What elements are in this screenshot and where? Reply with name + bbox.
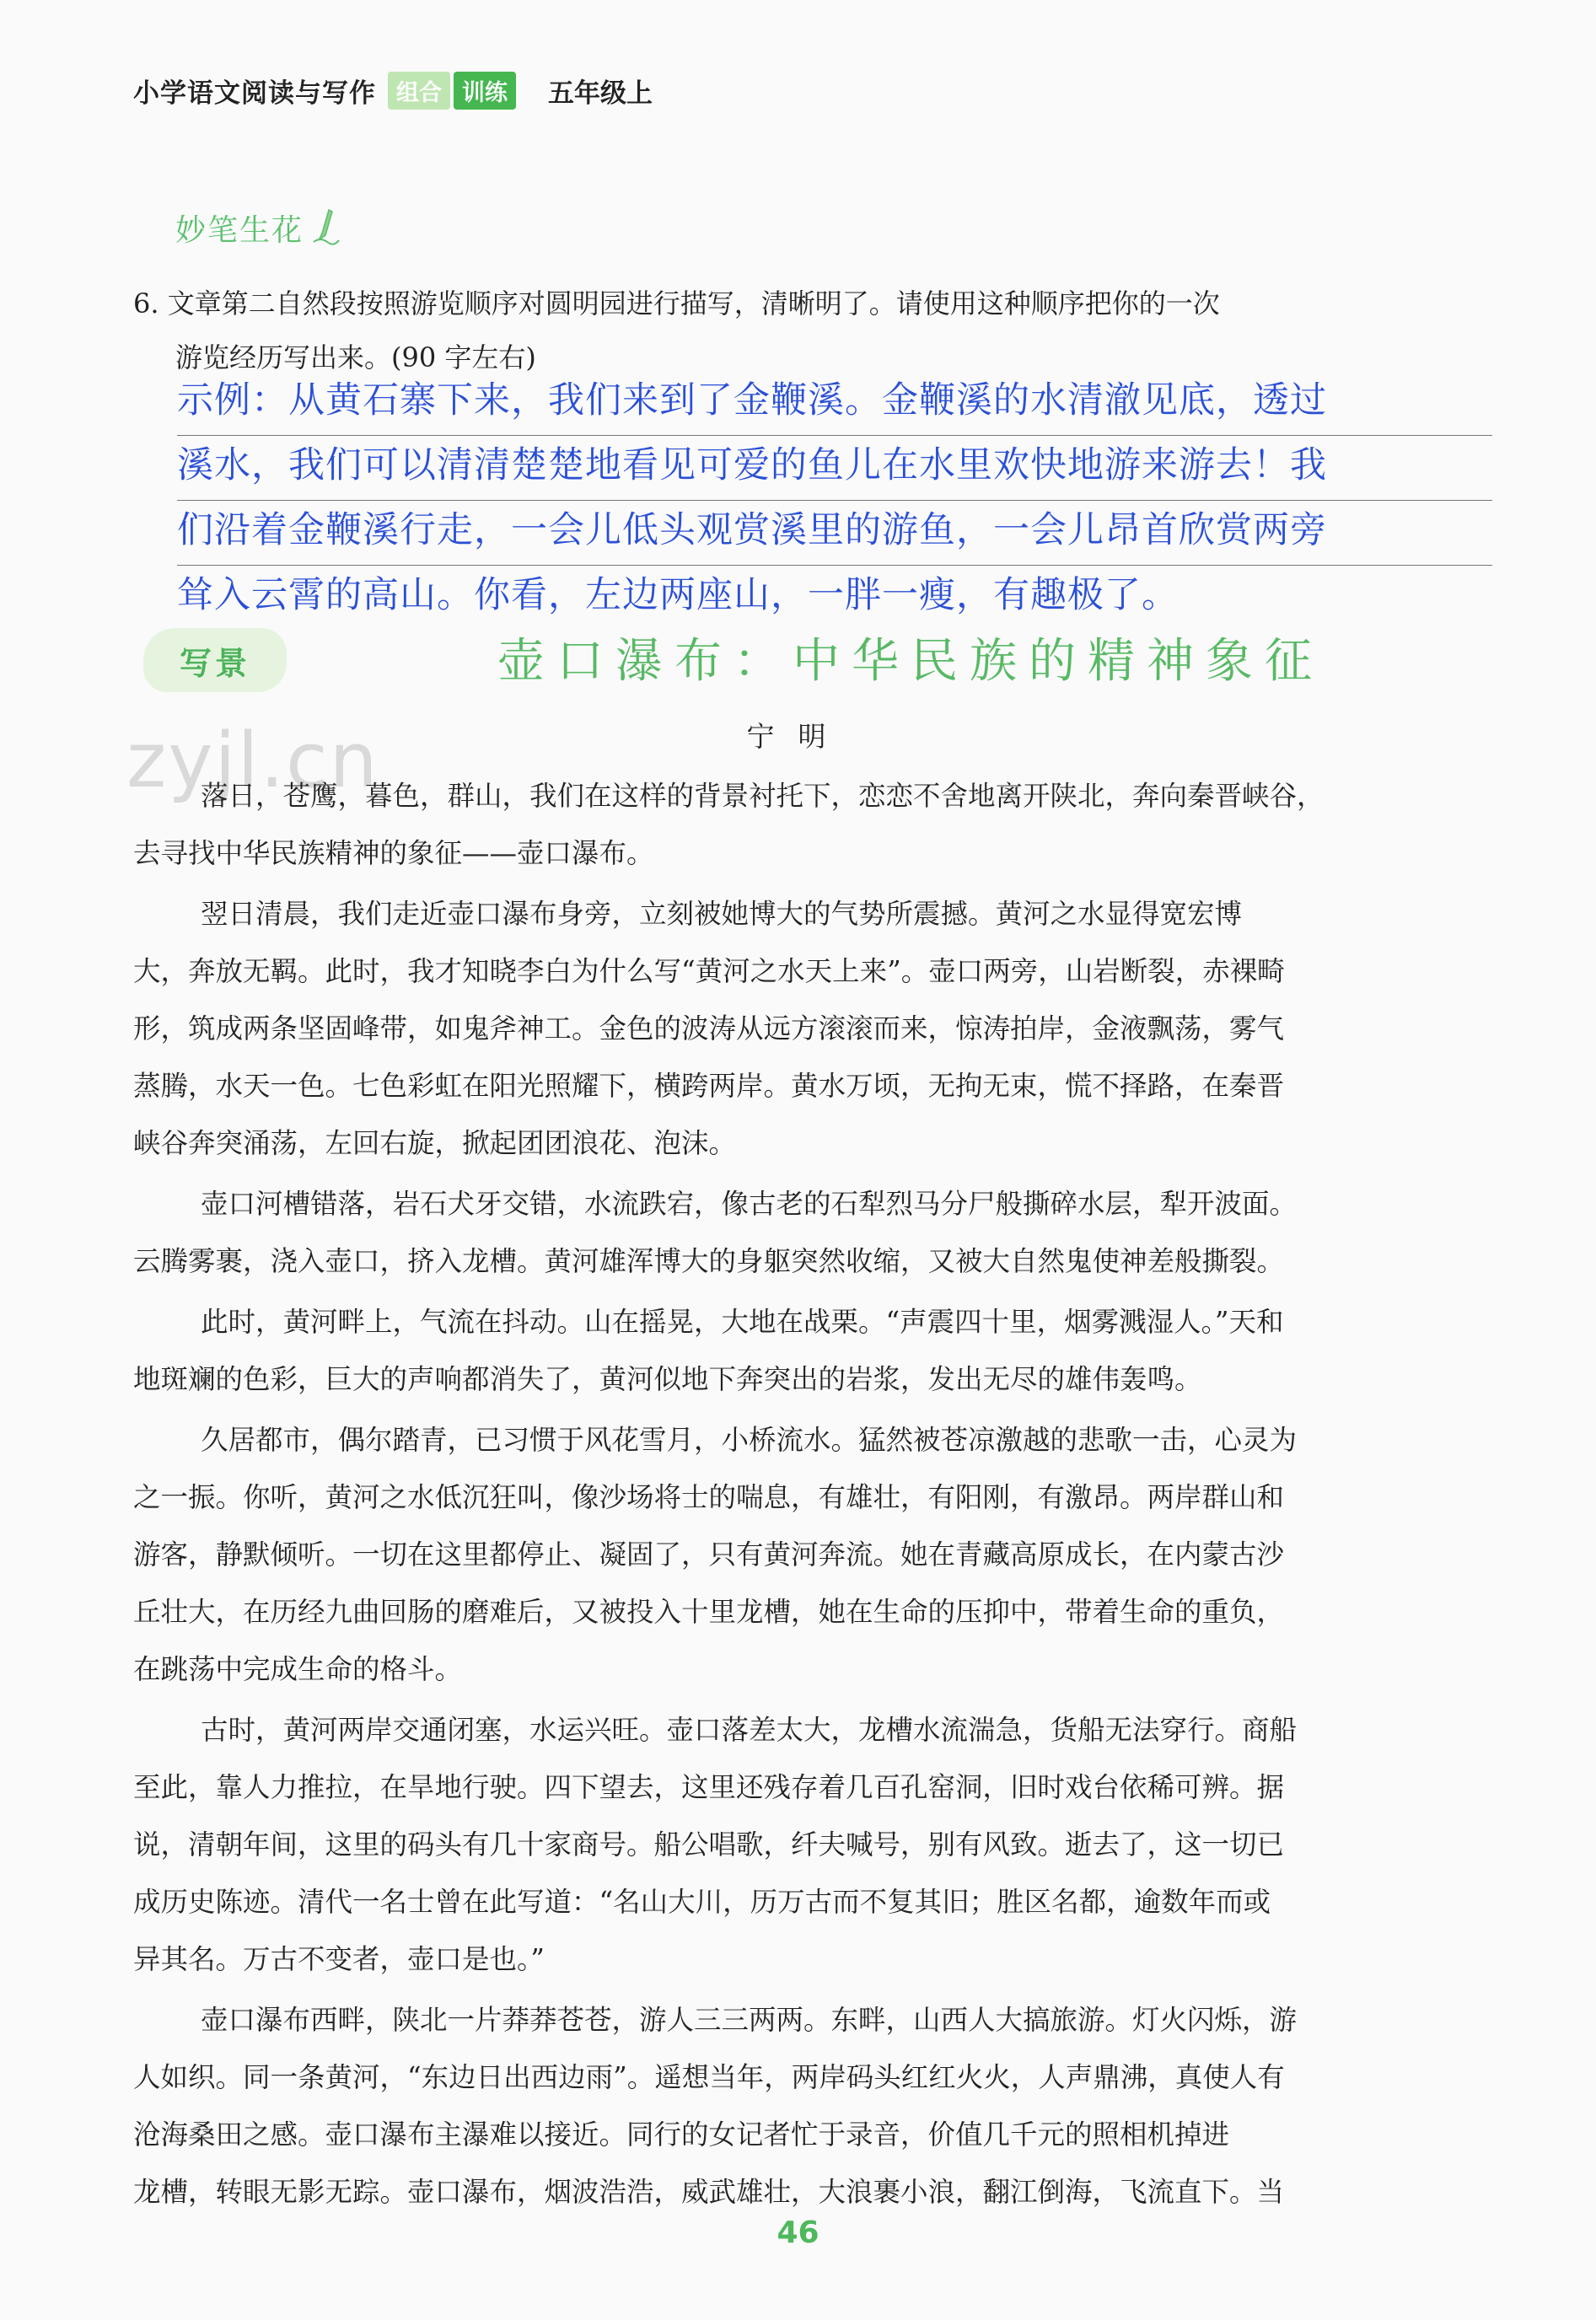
text-line: 古时，黄河两岸交通闭塞，水运兴旺。壶口落差太大，龙槽水流湍急，货船无法穿行。商船 bbox=[201, 1714, 1298, 1746]
section-xiejing-label: 写景 bbox=[179, 644, 250, 682]
text-line: 地斑斓的色彩，巨大的声响都消失了，黄河似地下奔突出的岩浆，发出无尽的雄伟轰鸣。 bbox=[133, 1363, 1202, 1395]
text-line: 大，奔放无羁。此时，我才知晓李白为什么写“黄河之水天上来”。壶口两旁，山岩断裂，赤裸畸 bbox=[133, 955, 1285, 987]
text-line: 壶口瀑布西畔，陕北一片莽莽苍苍，游人三三两两。东畔，山西人大搞旅游。灯火闪烁，游 bbox=[201, 2004, 1298, 2036]
answer-line: 示例：从黄石寨下来，我们来到了金鞭溪。金鞭溪的水清澈见底，透过 bbox=[177, 371, 1492, 436]
badge-training: 训练 bbox=[454, 72, 516, 110]
paragraph bbox=[133, 767, 1482, 882]
article-author: 宁明 bbox=[746, 720, 850, 753]
text-line: 去寻找中华民族精神的象征——壶口瀑布。 bbox=[133, 837, 654, 869]
text-line: 此时，黄河畔上，气流在抖动。山在摇晃，大地在战栗。“声震四十里，烟雾溅湿人。”天和 bbox=[201, 1306, 1284, 1338]
article-body bbox=[133, 767, 1482, 2224]
paragraph bbox=[133, 1293, 1482, 1408]
section-xiejing-tag bbox=[143, 628, 287, 692]
section-label: 妙笔生花 bbox=[175, 213, 304, 248]
text-line: 蒸腾，水天一色。七色彩虹在阳光照耀下，横跨两岸。黄水万顷，无拘无束，慌不择路，在秦晋 bbox=[133, 1070, 1285, 1102]
grade-label: 五年级上 bbox=[548, 78, 653, 109]
book-title: 小学语文阅读与写作 bbox=[133, 78, 376, 109]
watermark: zyjl.cn bbox=[126, 717, 379, 805]
answer-line: 耸入云霄的高山。你看，左边两座山，一胖一瘦，有趣极了。 bbox=[177, 574, 1179, 616]
article-title: 壶口瀑布：中华民族的精神象征 bbox=[497, 634, 1324, 689]
text-line: 峡谷奔突涌荡，左回右旋，掀起团团浪花、泡沫。 bbox=[133, 1127, 737, 1159]
text-line: 异其名。万古不变者，壶口是也。” bbox=[133, 1943, 545, 1975]
question-6 bbox=[133, 277, 1482, 384]
text-line: 游客，静默倾听。一切在这里都停止、凝固了，只有黄河奔流。她在青藏高原成长，在内蒙古沙 bbox=[133, 1539, 1285, 1571]
text-line: 久居都市，偶尔踏青，已习惯于风花雪月，小桥流水。猛然被苍凉激越的悲歌一击，心灵为 bbox=[201, 1424, 1298, 1456]
page-header bbox=[133, 69, 653, 111]
question-line: 6. 文章第二自然段按照游览顺序对圆明园进行描写，清晰明了。请使用这种顺序把你的一次 bbox=[133, 287, 1220, 320]
text-line: 落日，苍鹰，暮色，群山，我们在这样的背景衬托下，恋恋不舍地离开陕北，奔向秦晋峡谷， bbox=[201, 780, 1325, 812]
answer-box bbox=[177, 371, 1492, 630]
text-line: 形，筑成两条坚固峰带，如鬼斧神工。金色的波涛从远方滚滚而来，惊涛拍岸，金液飘荡，雾气 bbox=[133, 1012, 1285, 1045]
text-line: 之一振。你听，黄河之水低沉狂叫，像沙场将士的喘息，有雄壮，有阳刚，有激昂。两岸群山和 bbox=[133, 1481, 1285, 1513]
paragraph bbox=[133, 1175, 1482, 1290]
answer-line: 们沿着金鞭溪行走，一会儿低头观赏溪里的游鱼，一会儿昂首欣赏两旁 bbox=[177, 501, 1492, 566]
text-line: 翌日清晨，我们走近壶口瀑布身旁，立刻被她博大的气势所震撼。黄河之水显得宽宏博 bbox=[201, 898, 1243, 930]
text-line: 人如织。同一条黄河，“东边日出西边雨”。遥想当年，两岸码头红红火火，人声鼎沸，真使人有 bbox=[133, 2061, 1285, 2093]
paragraph bbox=[133, 885, 1482, 1172]
text-line: 说，清朝年间，这里的码头有几十家商号。船公唱歌，纤夫喊号，别有风致。逝去了，这一切已 bbox=[133, 1829, 1285, 1861]
paragraph bbox=[133, 1991, 1482, 2221]
badge-combo: 组合 bbox=[388, 72, 450, 110]
text-line: 龙槽，转眼无影无踪。壶口瀑布，烟波浩浩，威武雄壮，大浪裹小浪，翻江倒海，飞流直下。当 bbox=[133, 2176, 1285, 2208]
question-line: 游览经历写出来。(90 字左右) bbox=[175, 341, 536, 373]
text-line: 在跳荡中完成生命的格斗。 bbox=[133, 1653, 463, 1685]
text-line: 壶口河槽错落，岩石犬牙交错，水流跌宕，像古老的石犁烈马分尸般撕碎水层，犁开波面。 bbox=[201, 1188, 1298, 1220]
text-line: 丘壮大，在历经九曲回肠的磨难后，又被投入十里龙槽，她在生命的压抑中，带着生命的重负， bbox=[133, 1596, 1285, 1628]
text-line: 云腾雾裹，浇入壶口，挤入龙槽。黄河雄浑博大的身躯突然收缩，又被大自然鬼使神差般撕裂。 bbox=[133, 1245, 1285, 1277]
pen-icon bbox=[310, 208, 341, 249]
answer-line: 溪水，我们可以清清楚楚地看见可爱的鱼儿在水里欢快地游来游去！我 bbox=[177, 436, 1492, 501]
section-miaobi-heading bbox=[175, 207, 341, 250]
paragraph bbox=[133, 1701, 1482, 1988]
text-line: 沧海桑田之感。壶口瀑布主瀑难以接近。同行的女记者忙于录音，价值几千元的照相机掉进 bbox=[133, 2119, 1230, 2151]
text-line: 至此，靠人力推拉，在旱地行驶。四下望去，这里还残存着几百孔窑洞，旧时戏台依稀可辨。据 bbox=[133, 1771, 1285, 1803]
paragraph bbox=[133, 1411, 1482, 1698]
page-number: 46 bbox=[777, 2215, 819, 2250]
text-line: 成历史陈迹。清代一名士曾在此写道：“名山大川，历万古而不复其旧；胜区名都，逾数年而或 bbox=[133, 1886, 1271, 1918]
